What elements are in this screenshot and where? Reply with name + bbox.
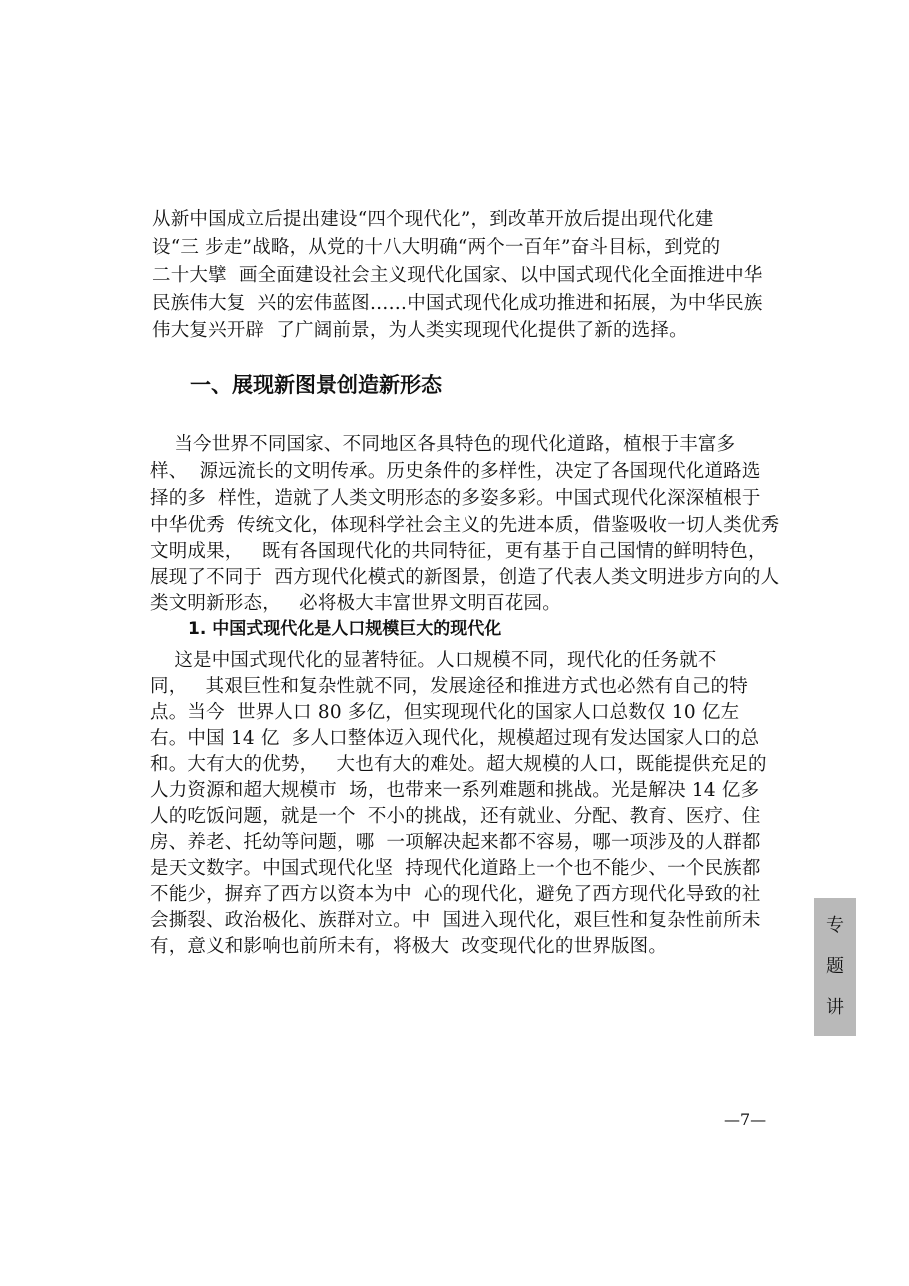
subsection-line: 人的吃饭问题，就是一个 不小的挑战，还有就业、分配、教育、医疗、住 [150, 806, 761, 827]
subsection-line: 点。当今 世界人口 80 多亿，但实现现代化的国家人口总数仅 10 亿左 [150, 702, 740, 723]
subsection-line: 右。中国 14 亿 多人口整体迈入现代化，规模超过现有发达国家人口的总 [150, 728, 760, 749]
subheading: 1. 中国式现代化是人口规模巨大的现代化 [188, 619, 502, 639]
section-line: 样、 源远流长的文明传承。历史条件的多样性，决定了各国现代化道路选 [150, 461, 761, 482]
subsection-line: 不能少，摒弃了西方以资本为中 心的现代化，避免了西方现代化导致的社 [150, 884, 761, 905]
subsection-line: 会撕裂、政治极化、族群对立。中 国进入现代化，艰巨性和复杂性前所未 [150, 910, 761, 931]
subsection-line: 这是中国式现代化的显著特征。人口规模不同，现代化的任务就不 [150, 650, 717, 671]
section-heading: 一、展现新图景创造新形态 [190, 373, 442, 397]
section-line: 中华优秀 传统文化，体现科学社会主义的先进本质，借鉴吸收一切人类优秀 [150, 515, 780, 536]
side-tab-char: 专 [826, 915, 844, 937]
side-tab [814, 898, 856, 1036]
intro-line: 设“三 步走”战略，从党的十八大明确“两个一百年”奋斗目标，到党的 [152, 237, 721, 258]
side-tab-char: 讲 [826, 996, 844, 1018]
intro-line: 伟大复兴开辟 了广阔前景，为人类实现现代化提供了新的选择。 [152, 320, 688, 341]
subsection-line: 房、养老、托幼等问题，哪 一项解决起来都不容易，哪一项涉及的人群都 [150, 832, 761, 853]
intro-line: 民族伟大复 兴的宏伟蓝图……中国式现代化成功推进和拓展，为中华民族 [152, 293, 763, 314]
subsection-line: 和。大有大的优势， 大也有大的难处。超大规模的人口，既能提供充足的 [150, 754, 767, 775]
side-tab-char: 题 [826, 955, 844, 977]
intro-line: 二十大擘 画全面建设社会主义现代化国家、以中国式现代化全面推进中华 [152, 265, 763, 286]
subsection-line: 是天文数字。中国式现代化坚 持现代化道路上一个也不能少、一个民族都 [150, 858, 761, 879]
subsection-line: 人力资源和超大规模市 场，也带来一系列难题和挑战。光是解决 14 亿多 [150, 780, 760, 801]
section-line: 类文明新形态， 必将极大丰富世界文明百花园。 [150, 593, 561, 614]
section-line: 展现了不同于 西方现代化模式的新图景，创造了代表人类文明进步方向的人 [150, 567, 780, 588]
subsection-line: 同， 其艰巨性和复杂性就不同，发展途径和推进方式也必然有自己的特 [150, 676, 748, 697]
page-number: —7— [724, 1110, 767, 1129]
section-line: 文明成果， 既有各国现代化的共同特征，更有基于自己国情的鲜明特色， [150, 541, 767, 562]
section-line: 当今世界不同国家、不同地区各具特色的现代化道路，植根于丰富多 [150, 434, 736, 455]
section-line: 择的多 样性，造就了人类文明形态的多姿多彩。中国式现代化深深植根于 [150, 488, 761, 509]
subsection-line: 有，意义和影响也前所未有，将极大 改变现代化的世界版图。 [150, 936, 668, 957]
intro-line: 从新中国成立后提出建设“四个现代化”，到改革开放后提出现代化建 [152, 209, 714, 230]
